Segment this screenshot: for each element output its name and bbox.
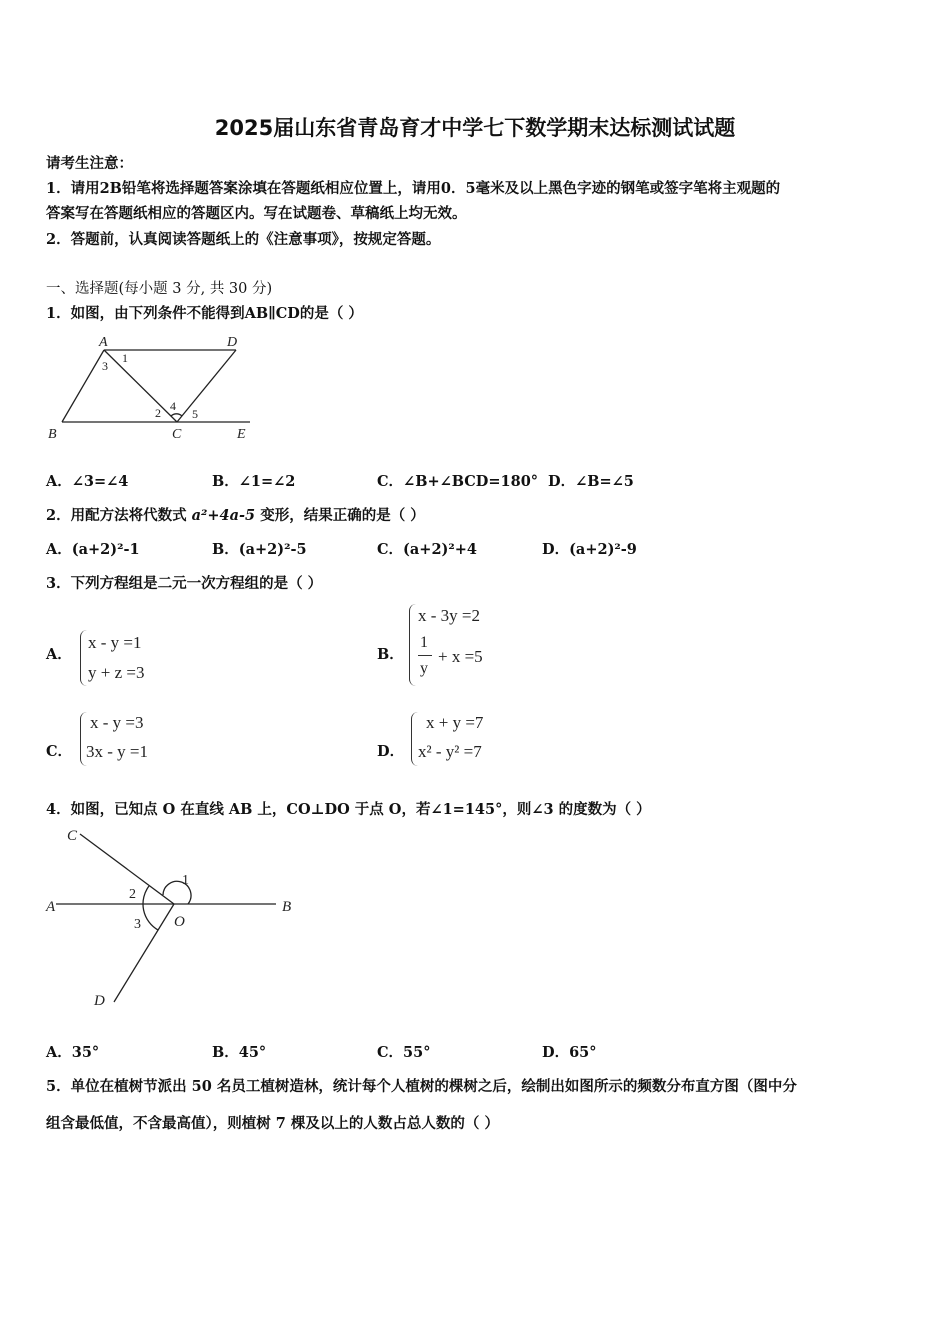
q2-option-A[interactable]: A．(a+2)²-1 xyxy=(46,541,140,558)
q5-stem-line-2: 组含最低值，不含最高值），则植树 7 棵及以上的人数占总人数的（ ） xyxy=(46,1115,499,1132)
q4-label-O: O xyxy=(174,914,185,930)
q3-option-A-eq2: y + z =3 xyxy=(88,663,145,682)
q4-option-C[interactable]: C．55° xyxy=(377,1044,431,1061)
section-heading: 一、选择题(每小题 3 分, 共 30 分) xyxy=(46,281,273,297)
q3-option-B-brace xyxy=(409,604,416,686)
q4-label-C: C xyxy=(67,828,78,844)
q1-label-D: D xyxy=(227,335,238,350)
q1-label-A: A xyxy=(99,335,108,350)
q3-option-A-label[interactable]: A． xyxy=(46,646,72,663)
q3-option-A-brace xyxy=(80,630,87,686)
notice-line-1a: 1．请用2B铅笔将选择题答案涂填在答题纸相应位置上，请用0．5毫米及以上黑色字迹的钢笔或签字笔将主观题的 xyxy=(46,180,781,197)
q1-angle-4: 4 xyxy=(170,399,176,413)
q4-option-B[interactable]: B．45° xyxy=(212,1044,267,1061)
q1-angle-3: 3 xyxy=(102,359,108,373)
q1-option-D[interactable]: D．∠B=∠5 xyxy=(548,473,634,490)
notice-line-2: 2．答题前，认真阅读答题纸上的《注意事项》，按规定答题。 xyxy=(46,231,441,248)
q1-angle-5: 5 xyxy=(192,407,198,421)
q1-option-A[interactable]: A．∠3=∠4 xyxy=(46,473,129,490)
q3-option-B-label[interactable]: B． xyxy=(377,646,404,663)
q3-option-B-eq2-rest: + x =5 xyxy=(438,647,483,666)
q3-option-D-label[interactable]: D． xyxy=(377,743,405,760)
q1-label-B: B xyxy=(48,427,57,442)
q2-option-B[interactable]: B．(a+2)²-5 xyxy=(212,541,307,558)
q3-option-B-frac-bar xyxy=(418,655,432,656)
q3-option-B-frac-den: y xyxy=(420,660,428,677)
q3-option-C-label[interactable]: C． xyxy=(46,743,73,760)
q2-option-C[interactable]: C．(a+2)²+4 xyxy=(377,541,477,558)
q4-figure xyxy=(40,820,310,1015)
page-title: 2025届山东省青岛育才中学七下数学期末达标测试试题 xyxy=(214,116,736,140)
q1-option-B[interactable]: B．∠1=∠2 xyxy=(212,473,296,490)
q2-stem xyxy=(46,504,425,525)
q3-option-B-eq1: x - 3y =2 xyxy=(418,606,480,625)
q1-stem: 1．如图，由下列条件不能得到AB∥CD的是（ ） xyxy=(46,305,363,322)
q3-stem: 3．下列方程组是二元一次方程组的是（ ） xyxy=(46,575,323,592)
q4-angle-1: 1 xyxy=(182,873,189,888)
q1-label-E: E xyxy=(237,427,246,442)
q4-angle-3: 3 xyxy=(134,917,141,932)
q3-option-D-eq1: x + y =7 xyxy=(426,713,484,732)
q2-option-D[interactable]: D．(a+2)²-9 xyxy=(542,541,637,558)
q1-angle-1: 1 xyxy=(122,351,128,365)
q4-stem: 4．如图，已知点 O 在直线 AB 上，CO⊥DO 于点 O，若∠1=145°，则∠3 的度数为（ ） xyxy=(46,801,651,818)
q5-stem-line-1: 5．单位在植树节派出 50 名员工植树造林，统计每个人植树的棵树之后，绘制出如图所示的频数分布直方图（图中分 xyxy=(46,1078,797,1095)
q4-label-D: D xyxy=(94,993,105,1009)
q1-figure xyxy=(44,330,264,445)
q4-option-A[interactable]: A．35° xyxy=(46,1044,100,1061)
q1-angle-2: 2 xyxy=(155,406,161,420)
q2-stem-post: 变形，结果正确的是（ ） xyxy=(255,507,425,524)
notice-heading: 请考生注意： xyxy=(46,155,133,172)
q4-label-B: B xyxy=(282,899,292,915)
notice-line-1b: 答案写在答题纸相应的答题区内。写在试题卷、草稿纸上均无效。 xyxy=(46,205,467,222)
q3-option-D-eq2: x² - y² =7 xyxy=(418,742,482,761)
q2-stem-pre: 2．用配方法将代数式 xyxy=(46,507,192,524)
q2-stem-expr: a²+4a-5 xyxy=(191,507,256,524)
q3-option-C-eq2: 3x - y =1 xyxy=(86,742,148,761)
q3-option-D-brace xyxy=(411,712,418,766)
q3-option-C-eq1: x - y =3 xyxy=(90,713,144,732)
q4-label-A: A xyxy=(46,899,56,915)
q4-angle-2: 2 xyxy=(129,887,136,902)
q1-option-C[interactable]: C．∠B+∠BCD=180° xyxy=(377,473,539,490)
q1-label-C: C xyxy=(172,427,182,442)
q3-option-B-frac-num: 1 xyxy=(420,634,428,651)
q3-option-A-eq1: x - y =1 xyxy=(88,633,142,652)
q4-option-D[interactable]: D．65° xyxy=(542,1044,597,1061)
